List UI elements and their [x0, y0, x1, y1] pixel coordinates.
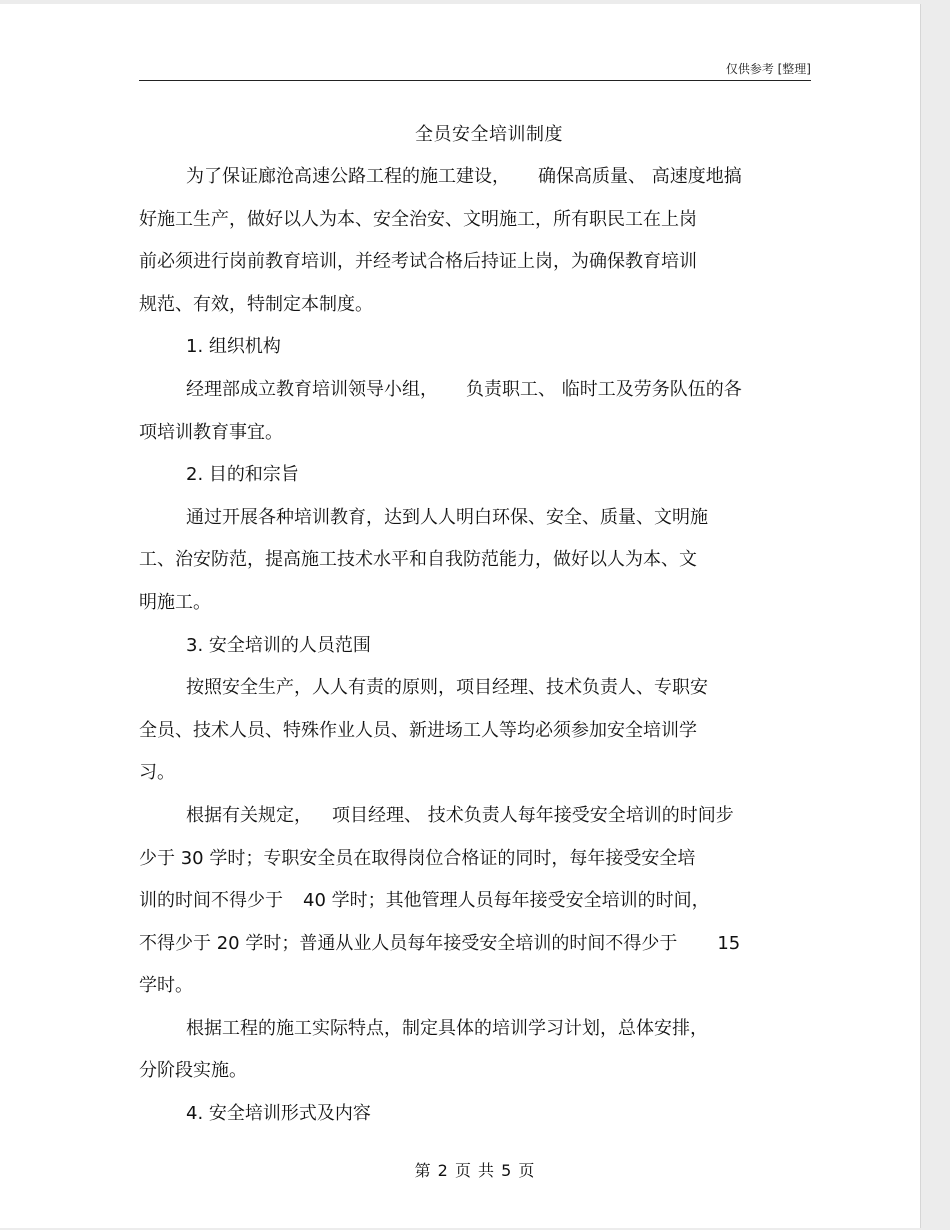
paragraph-line: 通过开展各种培训教育，达到人人明白环保、安全、质量、文明施	[186, 506, 708, 528]
paragraph-line	[139, 923, 819, 966]
text-segment: 15	[717, 932, 741, 954]
paragraph-line: 分阶段实施。	[139, 1060, 247, 1082]
paragraph-line: 明施工。	[139, 591, 211, 613]
section-heading: 2. 目的和宗旨	[186, 464, 299, 486]
text-segment: 不得少于 20 学时；普通从业人员每年接受安全培训的时间不得少于	[139, 932, 678, 954]
paragraph-line: 规范、有效，特制定本制度。	[139, 293, 373, 315]
text-segment: 训的时间不得少于	[139, 890, 283, 912]
text-segment: 项目经理、 技术负责人每年接受安全培训的时间步	[332, 804, 734, 826]
text-segment: 根据有关规定，	[186, 804, 312, 826]
text-segment: 为了保证廊沧高速公路工程的施工建设，	[186, 166, 510, 187]
paragraph-line: 前必须进行岗前教育培训，并经考试合格后持证上岗，为确保教育培训	[139, 251, 697, 273]
paragraph-line	[139, 369, 819, 412]
paragraph-line	[139, 880, 819, 923]
paragraph-line: 全员、技术人员、特殊作业人员、新进场工人等均必须参加安全培训学	[139, 719, 697, 741]
paragraph-line: 根据工程的施工实际特点，制定具体的培训学习计划，总体安排，	[186, 1017, 708, 1039]
paragraph-line: 少于 30 学时；专职安全员在取得岗位合格证的同时，每年接受安全培	[139, 847, 696, 869]
document-page	[0, 4, 921, 1228]
paragraph-line	[139, 156, 819, 199]
section-heading: 4. 安全培训形式及内容	[186, 1103, 371, 1125]
header-rule	[139, 80, 811, 81]
text-segment: 确保高质量、 高速度地搞	[538, 166, 742, 187]
document-body	[139, 156, 819, 1136]
text-segment: 经理部成立教育培训领导小组，	[186, 378, 438, 400]
text-segment: 40 学时；其他管理人员每年接受安全培训的时间，	[303, 890, 710, 912]
paragraph-line	[139, 795, 819, 838]
section-heading: 3. 安全培训的人员范围	[186, 634, 371, 656]
text-segment: 负责职工、 临时工及劳务队伍的各	[466, 378, 742, 400]
header-reference: 仅供参考 [整理]	[725, 62, 811, 76]
paragraph-line: 习。	[139, 762, 175, 784]
page-number: 第 2 页 共 5 页	[414, 1161, 536, 1180]
paragraph-line: 工、治安防范，提高施工技术水平和自我防范能力，做好以人为本、文	[139, 549, 697, 571]
section-heading: 1. 组织机构	[186, 336, 281, 358]
document-title: 全员安全培训制度	[415, 124, 563, 145]
paragraph-line: 好施工生产，做好以人为本、安全治安、文明施工，所有职民工在上岗	[139, 208, 697, 230]
paragraph-line: 学时。	[139, 975, 193, 997]
paragraph-line: 项培训教育事宜。	[139, 421, 283, 443]
paragraph-line: 按照安全生产，人人有责的原则，项目经理、技术负责人、专职安	[186, 677, 708, 699]
